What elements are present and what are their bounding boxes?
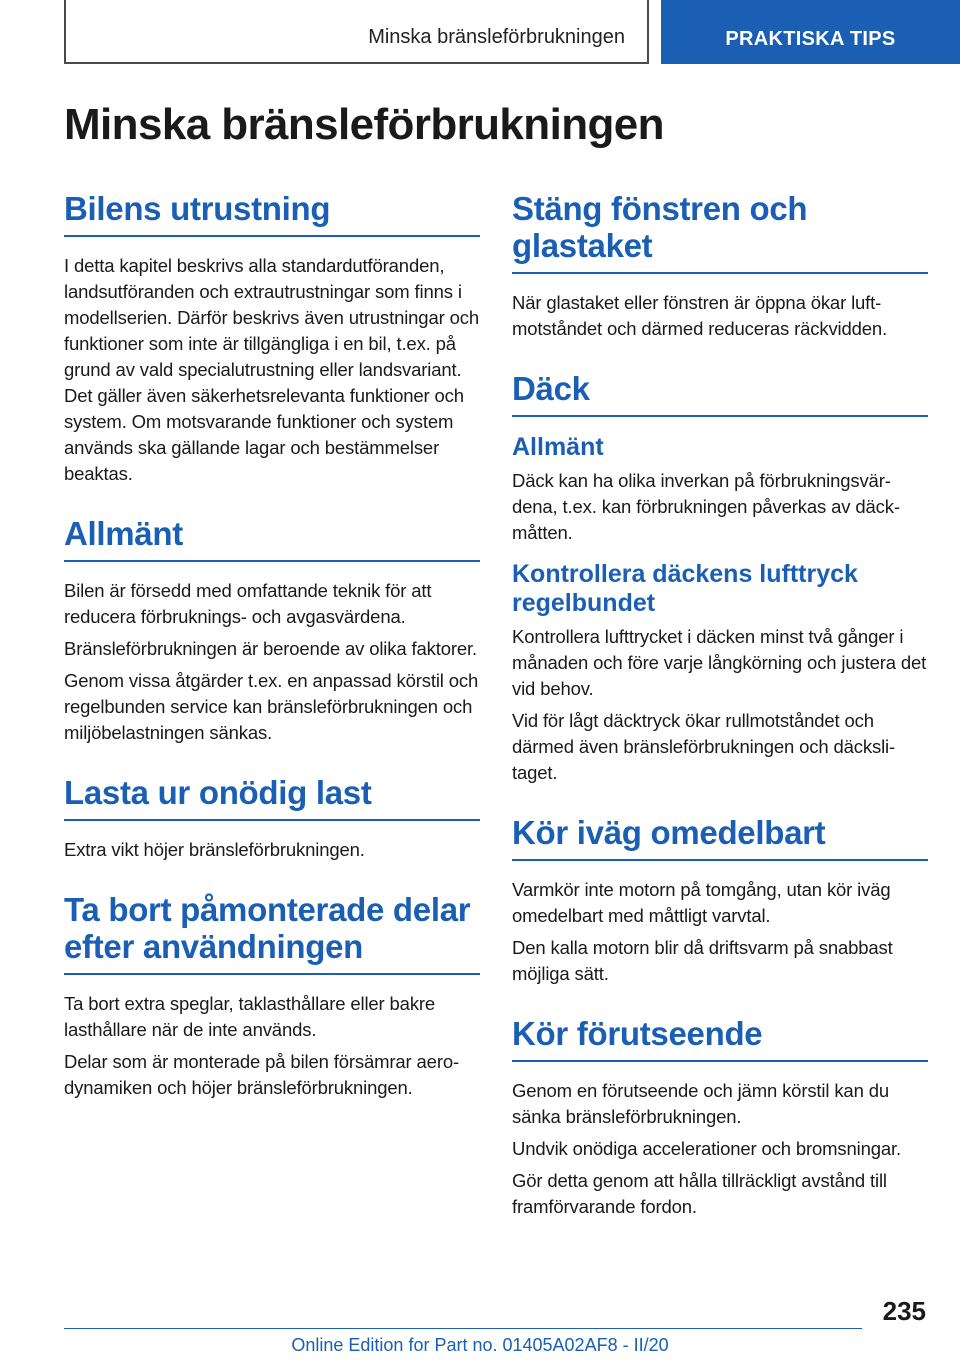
header-section-box bbox=[64, 0, 649, 64]
paragraph: När glastaket eller fönstren är öppna ökar luftmotståndet och därmed reduceras räckvidden. bbox=[512, 292, 888, 339]
paragraph: Bilen är försedd med omfattande teknik för att reducera förbruknings- och avgasvärdena. bbox=[64, 580, 432, 627]
subsection-heading: Allmänt bbox=[512, 433, 604, 461]
header-chapter-tab[interactable] bbox=[661, 0, 960, 64]
paragraph: Undvik onödiga accelerationer och bromsningar. bbox=[512, 1138, 902, 1159]
section-allmant bbox=[64, 515, 480, 746]
left-column bbox=[64, 190, 480, 1129]
section-bilens-utrustning bbox=[64, 190, 480, 487]
section-heading: Kör förutseende bbox=[512, 1015, 928, 1062]
paragraph: Genom vissa åtgärder t.ex. en anpassad körstil och regelbunden service kan bränsleförbrukningen och miljöbelastningen sänkas. bbox=[64, 670, 479, 743]
section-ta-bort-delar bbox=[64, 891, 480, 1101]
subsection-allmant bbox=[512, 433, 928, 546]
section-heading: Lasta ur onödig last bbox=[64, 774, 480, 821]
section-heading: Bilens utrustning bbox=[64, 190, 480, 237]
section-heading: Stäng fönstren och glastaket bbox=[512, 190, 928, 274]
section-kor-forutseende bbox=[512, 1015, 928, 1220]
paragraph: Däck kan ha olika inverkan på förbrukningsvärdena, t.ex. kan förbrukningen påverkas av däckmåtten. bbox=[512, 470, 901, 543]
section-lasta-ur bbox=[64, 774, 480, 863]
paragraph: Den kalla motorn blir då driftsvarm på snabbast möjliga sätt. bbox=[512, 937, 893, 984]
section-heading: Kör iväg omedelbart bbox=[512, 814, 928, 861]
footer-divider bbox=[64, 1328, 862, 1329]
paragraph: Bränsleförbrukningen är beroende av olika faktorer. bbox=[64, 638, 477, 659]
section-kor-ivag bbox=[512, 814, 928, 987]
section-heading: Ta bort påmonterade delar efter användningen bbox=[64, 891, 480, 975]
section-stang-fonstren bbox=[512, 190, 928, 342]
paragraph: Ta bort extra speglar, taklasthållare eller bakre lasthållare när de inte används. bbox=[64, 993, 436, 1040]
paragraph: Genom en förutseende och jämn körstil kan du sänka bränsleförbrukningen. bbox=[512, 1080, 889, 1127]
footer-edition: Online Edition for Part no. 01405A02AF8 - II/20 bbox=[291, 1335, 669, 1355]
header-section-title: Minska bränsleförbrukningen bbox=[368, 26, 625, 48]
paragraph: Gör detta genom att hålla tillräckligt avstånd till framförvarande fordon. bbox=[512, 1170, 887, 1217]
page-number: 235 bbox=[882, 1296, 926, 1326]
paragraph: Extra vikt höjer bränsleförbrukningen. bbox=[64, 839, 365, 860]
section-dack bbox=[512, 370, 928, 786]
page-title: Minska bränsleförbrukningen bbox=[64, 100, 664, 149]
section-heading: Däck bbox=[512, 370, 928, 417]
right-column bbox=[512, 190, 928, 1248]
paragraph: Delar som är monterade på bilen försämrar aerodynamiken och höjer bränsleförbrukningen. bbox=[64, 1051, 460, 1098]
paragraph: Vid för lågt däcktryck ökar rullmotståndet och därmed även bränsleförbrukningen och däckslitaget. bbox=[512, 710, 896, 783]
subsection-lufttryck bbox=[512, 560, 928, 786]
paragraph: Varmkör inte motorn på tomgång, utan kör iväg omedelbart med måttligt varvtal. bbox=[512, 879, 891, 926]
paragraph: Kontrollera lufttrycket i däcken minst två gånger i månaden och före varje långkörning och justera det vid behov. bbox=[512, 626, 927, 699]
paragraph: I detta kapitel beskrivs alla standardutföranden, landsutföranden och extrautrustningar som finns i modellserien. Därför beskrivs även utrustningar och funktioner som inte är tillgängliga i en bil, t.ex. på grund av vald specialutrustning eller landsvariant. Det gäller även säkerhetsrelevanta funktioner och system. Om motsvarande funktioner och system används ska gällande lagar och bestämmelser beaktas. bbox=[64, 255, 479, 484]
section-heading: Allmänt bbox=[64, 515, 480, 562]
subsection-heading: Kontrollera däckens lufttryck regelbundet bbox=[512, 560, 858, 617]
page-header bbox=[0, 0, 960, 66]
header-chapter-label: PRAKTISKA TIPS bbox=[725, 28, 896, 50]
